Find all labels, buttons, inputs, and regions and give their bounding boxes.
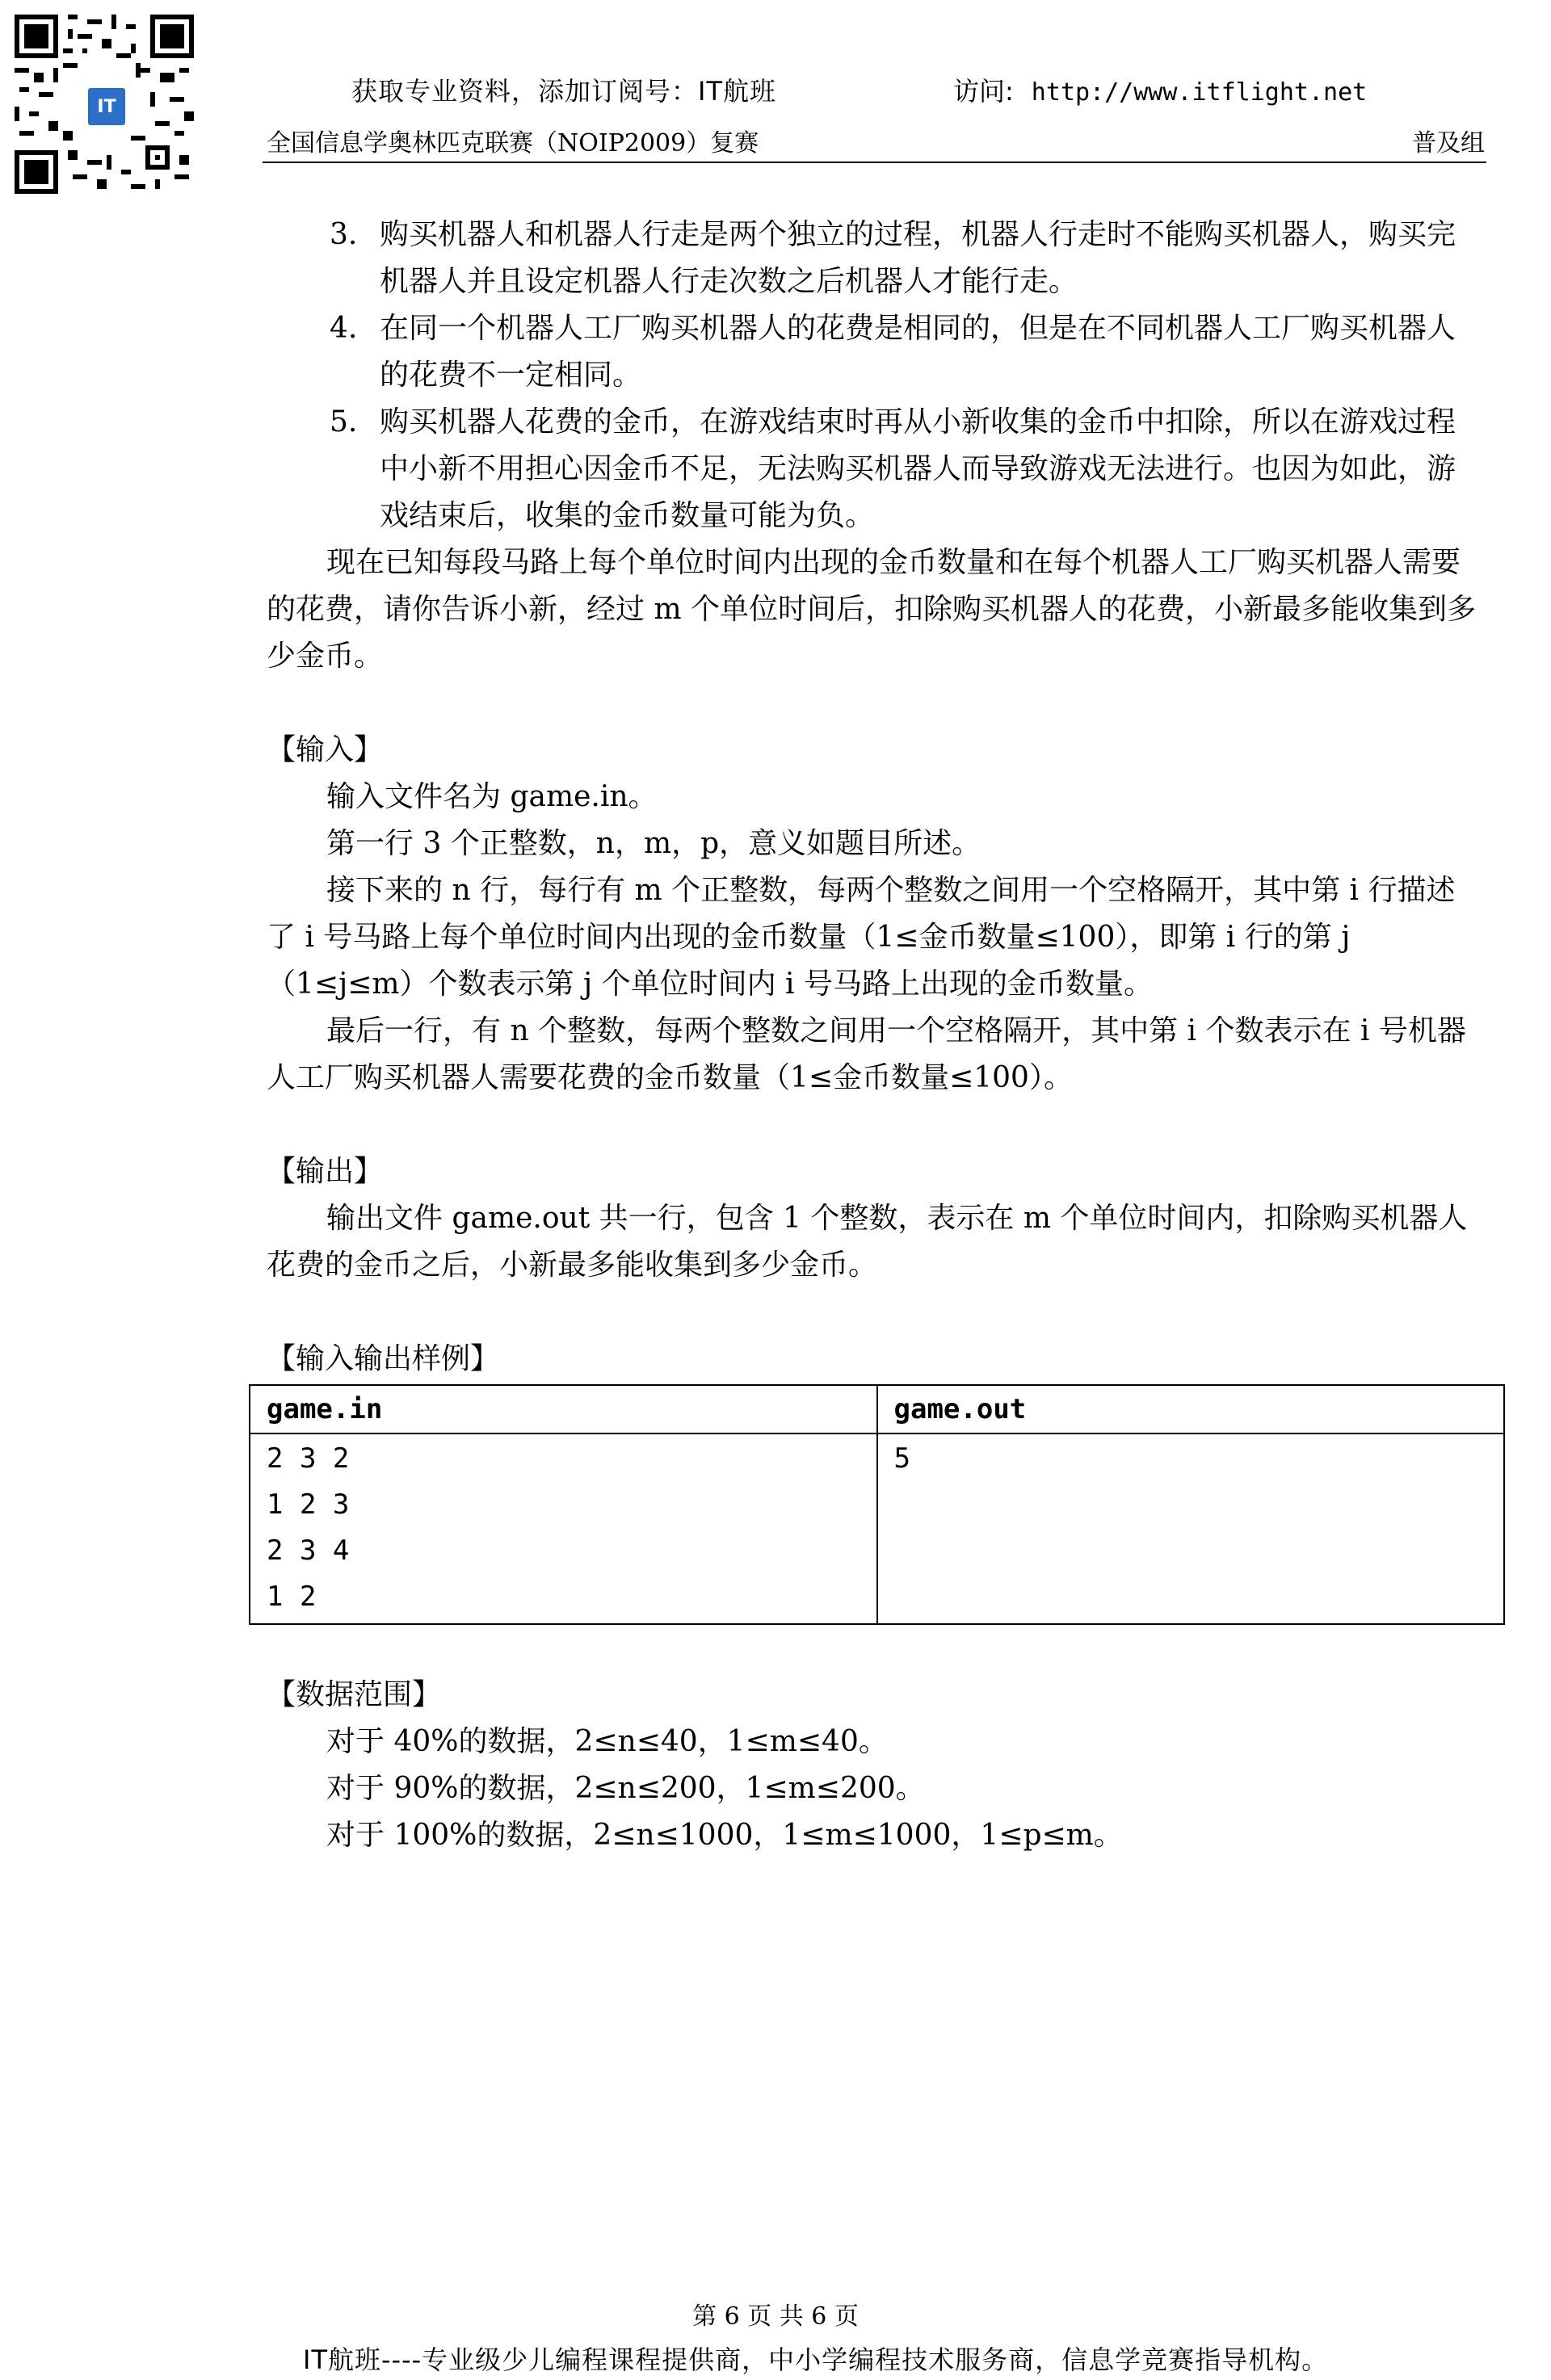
rule-item [267, 399, 1482, 539]
sample-output-header: game.out [877, 1385, 1505, 1433]
sample-output-line: 5 [893, 1442, 910, 1475]
rule-number: 3. [330, 218, 358, 251]
visit-label: 访问: [953, 76, 1014, 107]
sample-input-line: 1 2 3 [267, 1488, 350, 1521]
sample-input-line: 2 3 4 [267, 1534, 350, 1567]
qr-logo: IT [86, 86, 128, 128]
sample-output-cell [877, 1433, 1505, 1624]
range-line: 对于 40%的数据，2≤n≤40，1≤m≤40。 [326, 1725, 888, 1758]
problem-body [267, 212, 1482, 1859]
qr-code [15, 15, 194, 194]
input-paragraph: 最后一行，有 n 个整数，每两个整数之间用一个空格隔开，其中第 i 个数表示在 i 号机器人工厂购买机器人需要花费的金币数量（1≤金币数量≤100）。 [267, 1014, 1466, 1094]
rule-number: 5. [330, 405, 358, 439]
input-paragraph: 输入文件名为 game.in。 [326, 780, 658, 813]
exam-group: 普及组 [1412, 129, 1485, 157]
input-section-title: 【输入】 [267, 733, 384, 766]
input-paragraph: 接下来的 n 行，每行有 m 个正整数，每两个整数之间用一个空格隔开，其中第 i 行描述了 i 号马路上每个单位时间内出现的金币数量（1≤金币数量≤100），即第 i 行的第 j（1≤j≤m）个数表示第 j 个单位时间内 i 号马路上出现的金币数量。 [267, 874, 1456, 1001]
rule-text: 购买机器人花费的金币，在游戏结束时再从小新收集的金币中扣除，所以在游戏过程中小新不用担心因金币不足，无法购买机器人而导致游戏无法进行。也因为如此，游戏结束后，收集的金币数量可能为负。 [380, 405, 1456, 532]
footer-promo: IT航班----专业级少儿编程课程提供商，中小学编程技术服务商，信息学竞赛指导机构。 [303, 2344, 1329, 2375]
visit-banner [953, 71, 1367, 108]
problem-statement: 现在已知每段马路上每个单位时间内出现的金币数量和在每个机器人工厂购买机器人需要的花费，请你告诉小新，经过 m 个单位时间后，扣除购买机器人的花费，小新最多能收集到多少金币。 [267, 546, 1477, 673]
input-paragraph: 第一行 3 个正整数，n，m，p，意义如题目所述。 [326, 827, 981, 860]
sample-table [249, 1384, 1505, 1625]
promo-banner: 获取专业资料，添加订阅号：IT航班 [351, 76, 776, 107]
sample-section-title: 【输入输出样例】 [267, 1342, 500, 1375]
range-line: 对于 100%的数据，2≤n≤1000，1≤m≤1000，1≤p≤m。 [326, 1819, 1123, 1852]
rule-item [267, 305, 1482, 399]
sample-input-line: 2 3 2 [267, 1442, 350, 1475]
sample-input-cell [250, 1433, 877, 1624]
exam-title: 全国信息学奥林匹克联赛（NOIP2009）复赛 [267, 129, 759, 157]
header-rule [263, 162, 1486, 163]
site-url[interactable]: http://www.itflight.net [1031, 78, 1368, 107]
rule-item [267, 212, 1482, 305]
range-line: 对于 90%的数据，2≤n≤200，1≤m≤200。 [326, 1772, 925, 1805]
rule-number: 4. [330, 312, 358, 345]
rule-text: 在同一个机器人工厂购买机器人的花费是相同的，但是在不同机器人工厂购买机器人的花费不一定相同。 [380, 312, 1456, 392]
sample-input-header: game.in [250, 1385, 877, 1433]
output-section-title: 【输出】 [267, 1155, 384, 1188]
page-number: 第 6 页 共 6 页 [692, 2302, 859, 2331]
sample-input-line: 1 2 [267, 1580, 317, 1613]
rule-text: 购买机器人和机器人行走是两个独立的过程，机器人行走时不能购买机器人，购买完机器人并且设定机器人行走次数之后机器人才能行走。 [380, 218, 1456, 298]
range-section-title: 【数据范围】 [267, 1678, 442, 1711]
output-paragraph: 输出文件 game.out 共一行，包含 1 个整数，表示在 m 个单位时间内，扣除购买机器人花费的金币之后，小新最多能收集到多少金币。 [267, 1202, 1468, 1282]
